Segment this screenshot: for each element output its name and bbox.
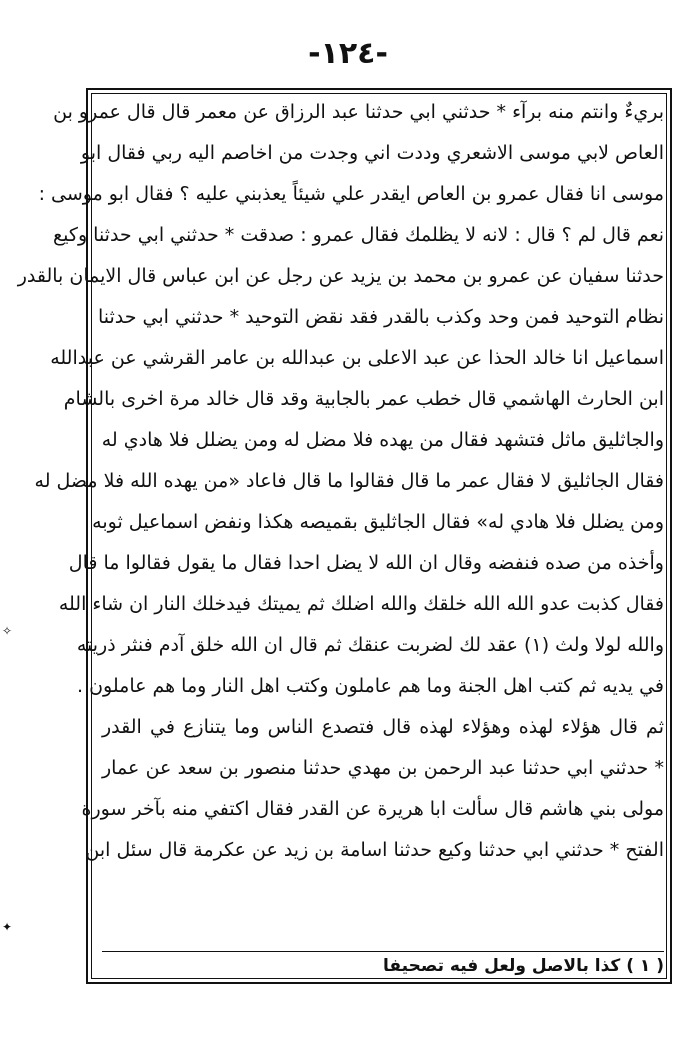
text-line: نعم قال لم ؟ قال : لانه لا يظلمك فقال عمرو : صدقت * حدثني ابي حدثنا وكيع	[53, 224, 664, 246]
text-line: ومن يضلل فلا هادي له» فقال الجاثليق بقميصه هكذا ونفض اسماعيل ثوبه	[92, 511, 664, 533]
text-line: في يديه ثم كتب اهل الجنة وما هم عاملون وكتب اهل النار وما هم عاملون .	[77, 675, 664, 697]
footnote-rule	[102, 951, 664, 952]
text-line: العاص لابي موسى الاشعري وددت اني وجدت من اخاصم اليه ربي فقال ابو	[80, 142, 664, 164]
text-body	[17, 92, 664, 871]
text-line: مولى بني هاشم قال سألت ابا هريرة عن القدر فقال اكتفي منه بآخر سورة	[81, 798, 664, 820]
text-line: بريءٌ وانتم منه برآء * حدثني ابي حدثنا عبد الرزاق عن معمر قال قال عمرو بن	[53, 101, 664, 123]
text-line: والله لولا ولث (١) عقد لك لضربت عنقك ثم قال ان الله خلق آدم فنثر ذريته	[76, 634, 664, 656]
text-line: ثم قال هؤلاء لهذه وهؤلاء لهذه قال فتصدع الناس وما يتنازع في القدر	[102, 716, 664, 738]
footnote: ( ١ ) كذا بالاصل ولعل فيه تصحيفا	[383, 956, 664, 976]
text-line: اسماعيل انا خالد الحذا عن عبد الاعلى بن عبدالله بن عامر القرشي عن عبدالله	[50, 347, 664, 369]
text-line: نظام التوحيد فمن وحد وكذب بالقدر فقد نقض التوحيد * حدثني ابي حدثنا	[97, 306, 664, 328]
text-line: * حدثني ابي حدثنا عبد الرحمن بن مهدي حدثنا منصور بن سعد عن عمار	[102, 757, 664, 779]
text-line: موسى انا فقال عمرو بن العاص ايقدر علي شيئاً يعذبني عليه ؟ فقال ابو موسى :	[38, 183, 664, 205]
page-number: -١٢٤-	[308, 36, 388, 71]
text-line: وأخذه من صده فنفضه وقال ان الله لا يضل احدا فقال ما يقول فقالوا ما قال	[68, 552, 664, 574]
edge-mark: ✦	[2, 920, 13, 934]
text-line: فقال كذبت عدو الله الله خلقك والله اضلك ثم يميتك فيدخلك النار ان شاء الله	[58, 593, 664, 615]
text-line: الفتح * حدثني ابي حدثنا وكيع حدثنا اسامة بن زيد عن عكرمة قال سئل ابن	[85, 839, 664, 861]
text-line: حدثنا سفيان عن عمرو بن محمد بن يزيد عن رجل عن ابن عباس قال الايمان بالقدر	[17, 265, 664, 287]
text-line: والجاثليق ماثل فتشهد فقال من يهده فلا مضل له ومن يضلل فلا هادي له	[101, 429, 664, 451]
text-line: ابن الحارث الهاشمي قال خطب عمر بالجابية وقد قال خالد مرة اخرى بالشام	[63, 388, 664, 410]
edge-mark: ✧	[2, 624, 13, 638]
text-line: فقال الجاثليق لا فقال عمر ما قال فقالوا ما قال فاعاد «من يهده الله فلا مضل له	[34, 470, 664, 492]
